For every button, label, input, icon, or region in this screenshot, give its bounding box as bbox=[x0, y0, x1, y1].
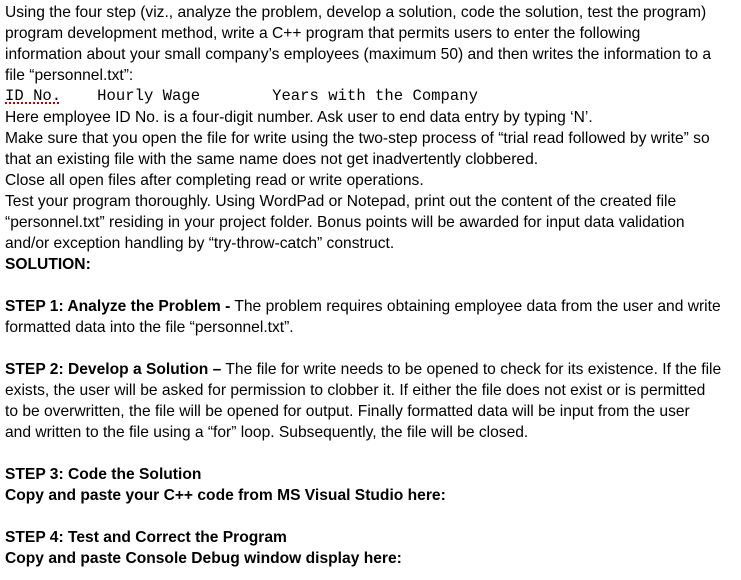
note-line-4: Close all open files after completing read or write operations. bbox=[5, 172, 424, 189]
note-line-7: and/or exception handling by “try-throw-catch” construct. bbox=[5, 235, 395, 252]
intro-line-2: program development method, write a C++ program that permits users to enter the following bbox=[5, 25, 641, 42]
note-line-5: Test your program thoroughly. Using WordPad or Notepad, print out the content of the created file bbox=[5, 193, 677, 210]
spacer bbox=[5, 338, 739, 359]
intro-line-4: file “personnel.txt”: bbox=[5, 67, 134, 84]
step1-text: The problem requires obtaining employee data from the user and write bbox=[230, 298, 721, 315]
spacer bbox=[5, 506, 739, 527]
step4-instruction bbox=[5, 548, 739, 569]
note-line-2: Make sure that you open the file for write using the two-step process of “trial read followed by write” so bbox=[5, 130, 710, 147]
step1-line-2: formatted data into the file “personnel.txt”. bbox=[5, 319, 294, 336]
step1-line-1 bbox=[5, 296, 739, 317]
note-line-1: Here employee ID No. is a four-digit number. Ask user to end data entry by typing ‘N’. bbox=[5, 109, 593, 126]
step2-label: STEP 2: Develop a Solution – bbox=[5, 361, 222, 378]
step1-label: STEP 1: Analyze the Problem - bbox=[5, 298, 231, 315]
solution-heading bbox=[5, 254, 739, 275]
step3-title-text: STEP 3: Code the Solution bbox=[5, 466, 202, 483]
note-line-6: “personnel.txt” residing in your project folder. Bonus points will be awarded for input data validation bbox=[5, 214, 685, 231]
note-line-3: that an existing file with the same name does not get inadvertently clobbered. bbox=[5, 151, 539, 168]
field-wage: Hourly Wage bbox=[97, 87, 201, 105]
intro-line-1: Using the four step (viz., analyze the problem, develop a solution, code the solution, test the program) bbox=[5, 4, 707, 21]
step2-line-3: to be overwritten, the file will be opened for output. Finally formatted data will be input from the user bbox=[5, 403, 690, 420]
field-years: Years with the Company bbox=[272, 87, 478, 105]
step3-instruction bbox=[5, 485, 739, 506]
file-field-header bbox=[5, 86, 739, 107]
step2-text: The file for write needs to be opened to check for its existence. If the file bbox=[221, 361, 722, 378]
document-body bbox=[5, 2, 739, 569]
step2-line-4: and written to the file using a “for” loop. Subsequently, the file will be closed. bbox=[5, 424, 529, 441]
step4-instruction-text: Copy and paste Console Debug window display here: bbox=[5, 550, 402, 567]
step3-instruction-text: Copy and paste your C++ code from MS Visual Studio here: bbox=[5, 487, 446, 504]
step2-line-1 bbox=[5, 359, 739, 380]
step3-title bbox=[5, 464, 739, 485]
step2-line-2: exists, the user will be asked for permission to clobber it. If either the file does not exist or is permitted bbox=[5, 382, 706, 399]
step4-title-text: STEP 4: Test and Correct the Program bbox=[5, 529, 287, 546]
field-id: ID No. bbox=[5, 87, 62, 105]
step4-title bbox=[5, 527, 739, 548]
spacer bbox=[5, 443, 739, 464]
intro-line-3: information about your small company’s employees (maximum 50) and then writes the information to a bbox=[5, 46, 712, 63]
spacer bbox=[5, 275, 739, 296]
solution-heading-text: SOLUTION: bbox=[5, 256, 91, 273]
